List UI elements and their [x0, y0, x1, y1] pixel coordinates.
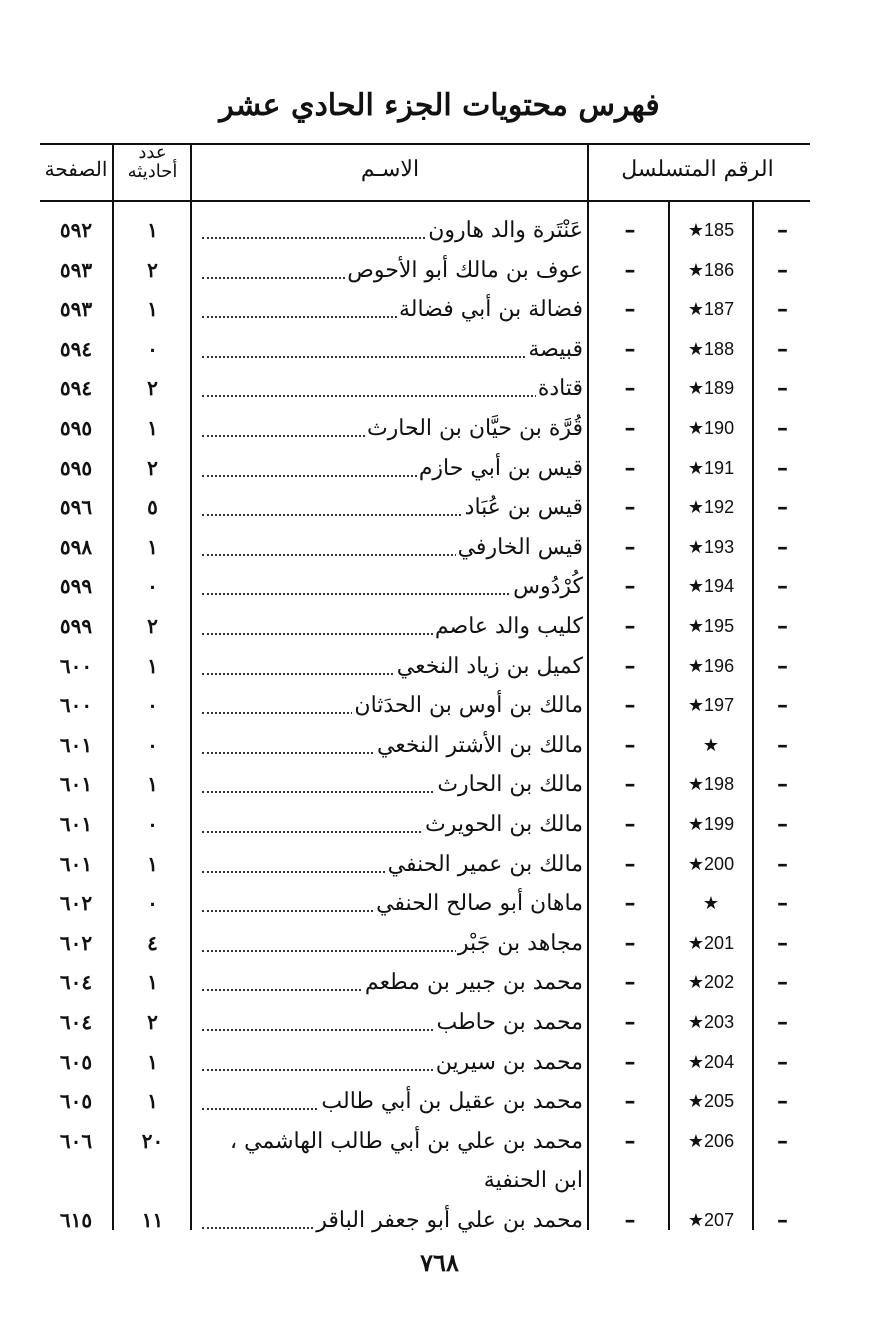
row-serial-number: 185 — [704, 220, 735, 240]
table-row — [0, 963, 879, 1002]
row-name-cell — [200, 1122, 583, 1200]
row-dash: – — [624, 771, 636, 798]
row-dash: – — [624, 1127, 636, 1154]
row-dash: – — [624, 217, 636, 243]
row-hadith-count: ١ — [147, 970, 158, 995]
row-dash: – — [624, 850, 636, 877]
row-page: ٥٩٩ — [59, 574, 93, 599]
table-row — [0, 1043, 879, 1082]
star-icon: ★ — [687, 497, 705, 518]
row-serial — [672, 963, 750, 1002]
row-serial — [672, 1043, 750, 1082]
row-serial-number: 207 — [704, 1210, 735, 1230]
table-row — [0, 686, 879, 725]
row-serial — [672, 1201, 750, 1240]
row-serial — [672, 805, 750, 844]
row-name: كليب والد عاصم — [434, 614, 583, 639]
row-hadith-count: ١ — [147, 653, 158, 678]
row-dash: – — [624, 652, 636, 679]
row-name: مالك بن عمير الحنفي — [387, 851, 583, 877]
row-page: ٥٩٤ — [59, 376, 93, 401]
row-name-cell — [200, 845, 583, 884]
star-icon: ★ — [687, 457, 705, 478]
header-name: الاسـم — [360, 157, 420, 182]
row-name: قيس بن عُبَاد — [464, 495, 583, 521]
row-serial-number: 194 — [704, 576, 735, 597]
row-serial-number: 196 — [704, 655, 735, 676]
row-name-cell — [200, 805, 583, 844]
row-hadith-count: ٠ — [147, 693, 158, 718]
table-row — [0, 765, 879, 804]
row-dash: – — [624, 533, 636, 560]
row-dash-outer: – — [777, 533, 788, 560]
leader-dots — [202, 356, 573, 358]
row-dash: – — [624, 969, 636, 996]
star-icon: ★ — [687, 1012, 705, 1032]
row-page: ٦٠٢ — [59, 891, 93, 916]
row-dash: – — [624, 1048, 636, 1075]
row-serial — [672, 330, 750, 369]
row-page: ٥٩٨ — [59, 534, 93, 559]
star-icon: ★ — [687, 616, 705, 636]
row-name: مالك بن أوس بن الحدَثان — [354, 693, 583, 719]
row-serial — [672, 607, 750, 646]
row-dash: – — [624, 1207, 636, 1233]
row-dash-outer: – — [777, 454, 788, 481]
row-dash-outer: – — [777, 494, 788, 521]
row-serial — [672, 686, 750, 725]
row-page: ٥٩٢ — [59, 218, 93, 242]
table-row — [0, 607, 879, 646]
row-dash-outer: – — [777, 692, 788, 719]
table-row — [0, 449, 879, 488]
row-serial — [672, 567, 750, 606]
row-name: قتادة — [537, 376, 583, 402]
row-hadith-count: ١ — [147, 218, 158, 242]
row-dash-outer: – — [777, 375, 788, 402]
star-icon: ★ — [687, 814, 705, 834]
row-serial — [672, 924, 750, 963]
row-dash-outer: – — [777, 613, 788, 639]
table-row — [0, 1003, 879, 1042]
row-serial-number: 197 — [704, 695, 735, 716]
row-serial-number: 188 — [704, 338, 735, 359]
star-icon: ★ — [687, 695, 705, 716]
row-hadith-count: ٠ — [147, 336, 158, 361]
row-name-cell — [200, 607, 583, 646]
table-row — [0, 726, 879, 765]
row-serial-number: 202 — [704, 972, 735, 993]
row-name-cell — [200, 409, 583, 448]
row-name: ماهان أبو صالح الحنفي — [376, 891, 583, 917]
leader-dots — [202, 395, 573, 397]
row-serial-number: 206 — [704, 1130, 735, 1151]
star-icon: ★ — [687, 536, 705, 557]
row-dash-outer: – — [777, 731, 788, 758]
row-serial-number: 192 — [704, 497, 735, 518]
row-name: محمد بن علي بن أبي طالب الهاشمي ، ابن الحنفية — [200, 1122, 583, 1200]
table-row — [0, 251, 879, 290]
row-name: محمد بن عقيل بن أبي طالب — [321, 1089, 583, 1115]
row-dash: – — [624, 613, 636, 639]
star-icon: ★ — [702, 734, 720, 755]
row-name: محمد بن جبير بن مطعم — [364, 970, 583, 996]
row-serial-number: 201 — [704, 932, 735, 953]
table-row — [0, 330, 879, 369]
row-dash-outer: – — [777, 969, 788, 996]
row-name: قيس الخارفي — [457, 534, 583, 560]
star-icon: ★ — [687, 220, 705, 240]
row-dash-outer: – — [777, 850, 788, 877]
row-serial — [672, 211, 750, 250]
row-hadith-count: ١ — [147, 416, 158, 440]
table-row — [0, 488, 879, 527]
header-count-line1: عدد — [138, 142, 167, 163]
row-dash: – — [624, 731, 636, 758]
header-hadith-count — [115, 143, 190, 181]
row-serial-number: 191 — [704, 457, 735, 478]
row-page: ٦٠٢ — [59, 930, 93, 955]
header-page: الصفحة — [44, 157, 108, 181]
row-name-cell — [200, 686, 583, 725]
row-dash: – — [624, 454, 636, 481]
table-row — [0, 567, 879, 606]
row-serial-number: 190 — [704, 418, 735, 438]
row-name-cell — [200, 330, 583, 369]
row-page: ٦٠٠ — [59, 693, 93, 718]
row-dash: – — [624, 296, 636, 323]
row-dash: – — [624, 573, 636, 600]
row-dash-outer: – — [777, 1207, 788, 1233]
row-hadith-count: ١ — [147, 772, 158, 797]
row-name-cell — [200, 290, 583, 329]
row-serial-number: 189 — [704, 378, 735, 399]
star-icon: ★ — [687, 576, 705, 597]
row-dash-outer: – — [777, 1088, 788, 1115]
star-icon: ★ — [687, 1130, 705, 1151]
row-page: ٦٠٠ — [59, 653, 93, 678]
row-hadith-count: ١١ — [141, 1208, 164, 1232]
row-name: قُرَّة بن حيَّان بن الحارث — [366, 416, 583, 441]
star-icon: ★ — [687, 972, 705, 993]
row-page: ٦٠٥ — [59, 1049, 93, 1074]
header-count-line2: أحاديثه — [127, 161, 178, 182]
row-name-cell — [200, 963, 583, 1002]
row-hadith-count: ٢٠ — [141, 1128, 164, 1153]
row-page: ٦٠٤ — [59, 1010, 93, 1034]
star-icon: ★ — [687, 338, 705, 359]
row-name: محمد بن علي أبو جعفر الباقر — [316, 1208, 583, 1233]
row-serial-number: 193 — [704, 536, 735, 557]
table-row — [0, 884, 879, 923]
star-icon: ★ — [702, 893, 720, 914]
row-dash-outer: – — [777, 217, 788, 243]
row-serial — [672, 1003, 750, 1042]
row-name-cell — [200, 726, 583, 765]
row-name-cell — [200, 765, 583, 804]
row-name: مجاهد بن جَبْر — [457, 930, 583, 956]
header-serial: الرقم المتسلسل — [621, 157, 774, 182]
star-icon: ★ — [687, 299, 705, 320]
row-page: ٥٩٣ — [59, 257, 93, 282]
table-row — [0, 845, 879, 884]
star-icon: ★ — [687, 378, 705, 399]
row-name: قيس بن أبي حازم — [418, 455, 583, 481]
row-serial-number: 203 — [704, 1012, 735, 1032]
row-page: ٦٠١ — [59, 851, 93, 876]
row-name: كُرْدُوس — [513, 574, 583, 600]
row-name: مالك بن الأشتر النخعي — [376, 732, 583, 758]
header-bottom-rule — [40, 200, 810, 202]
row-hadith-count: ٢ — [147, 614, 158, 638]
row-hadith-count: ٥ — [147, 495, 158, 520]
star-icon: ★ — [687, 1091, 705, 1112]
row-serial — [672, 1122, 750, 1161]
row-name: مالك بن الحارث — [437, 772, 583, 798]
star-icon: ★ — [687, 655, 705, 676]
row-serial-number: 186 — [704, 259, 735, 280]
row-name-cell — [200, 884, 583, 923]
row-name-cell — [200, 488, 583, 527]
row-name-cell — [200, 528, 583, 567]
row-serial-number: 205 — [704, 1091, 735, 1112]
row-hadith-count: ٠ — [147, 574, 158, 599]
row-serial — [672, 251, 750, 290]
row-name: كميل بن زياد النخعي — [396, 653, 583, 679]
row-dash-outer: – — [777, 771, 788, 798]
row-dash: – — [624, 929, 636, 956]
star-icon: ★ — [687, 853, 705, 874]
row-name-cell — [200, 1003, 583, 1042]
row-name: محمد بن سيرين — [435, 1049, 583, 1075]
star-icon: ★ — [687, 932, 705, 953]
row-dash: – — [624, 415, 636, 441]
row-dash-outer: – — [777, 1127, 788, 1154]
row-dash-outer: – — [777, 1009, 788, 1035]
row-name-cell — [200, 1082, 583, 1121]
row-hadith-count: ٢ — [147, 376, 158, 401]
row-dash: – — [624, 811, 636, 837]
row-page: ٦٠٦ — [59, 1128, 93, 1153]
row-serial-number: 204 — [704, 1051, 735, 1072]
row-page: ٥٩٣ — [59, 297, 93, 322]
row-hadith-count: ١ — [147, 1049, 158, 1074]
row-hadith-count: ١ — [147, 851, 158, 876]
page-number: ٧٦٨ — [420, 1248, 459, 1277]
row-hadith-count: ٠ — [147, 732, 158, 757]
table-row — [0, 369, 879, 408]
row-page: ٦١٥ — [59, 1208, 93, 1232]
row-hadith-count: ٠ — [147, 812, 158, 836]
row-page: ٦٠٤ — [59, 970, 93, 995]
row-hadith-count: ٢ — [147, 1010, 158, 1034]
row-serial — [672, 884, 750, 923]
row-page: ٥٩٩ — [59, 614, 93, 638]
row-serial-number: 187 — [704, 299, 735, 320]
row-dash: – — [624, 1088, 636, 1115]
row-hadith-count: ٠ — [147, 891, 158, 916]
row-name-cell — [200, 211, 583, 250]
row-name: مالك بن الحويرث — [425, 812, 583, 837]
row-dash: – — [624, 890, 636, 917]
row-dash: – — [624, 1009, 636, 1035]
row-serial-number: 198 — [704, 774, 735, 795]
row-name-cell — [200, 647, 583, 686]
row-name-cell — [200, 369, 583, 408]
row-serial — [672, 1082, 750, 1121]
row-dash-outer: – — [777, 415, 788, 441]
row-name-cell — [200, 1201, 583, 1240]
row-name-cell — [200, 924, 583, 963]
table-row — [0, 409, 879, 448]
row-serial — [672, 726, 750, 765]
table-row — [0, 528, 879, 567]
star-icon: ★ — [687, 259, 705, 280]
table-row — [0, 1082, 879, 1121]
row-page: ٥٩٦ — [59, 495, 93, 520]
star-icon: ★ — [687, 774, 705, 795]
row-name: محمد بن حاطب — [436, 1010, 583, 1035]
row-dash-outer: – — [777, 1048, 788, 1075]
row-page: ٥٩٥ — [59, 455, 93, 480]
table-row — [0, 924, 879, 963]
table-row — [0, 805, 879, 844]
row-dash: – — [624, 692, 636, 719]
row-page: ٥٩٤ — [59, 336, 93, 361]
row-name-cell — [200, 449, 583, 488]
row-serial-number: 199 — [704, 814, 735, 834]
row-serial — [672, 449, 750, 488]
row-page: ٦٠١ — [59, 732, 93, 757]
row-dash: – — [624, 494, 636, 521]
row-serial — [672, 528, 750, 567]
row-serial — [672, 765, 750, 804]
row-serial — [672, 369, 750, 408]
row-page: ٥٩٥ — [59, 416, 93, 440]
row-dash-outer: – — [777, 296, 788, 323]
row-page: ٦٠٥ — [59, 1089, 93, 1114]
row-hadith-count: ٢ — [147, 455, 158, 480]
row-dash: – — [624, 335, 636, 362]
row-hadith-count: ٢ — [147, 257, 158, 282]
row-dash-outer: – — [777, 929, 788, 956]
row-serial — [672, 647, 750, 686]
row-page: ٦٠١ — [59, 812, 93, 836]
star-icon: ★ — [687, 418, 705, 438]
row-dash: – — [624, 375, 636, 402]
row-dash-outer: – — [777, 573, 788, 600]
row-hadith-count: ٤ — [147, 930, 158, 955]
row-page: ٦٠١ — [59, 772, 93, 797]
row-serial — [672, 290, 750, 329]
row-name: عَنْتَرة والد هارون — [428, 218, 583, 243]
table-row — [0, 1201, 879, 1240]
row-dash-outer: – — [777, 890, 788, 917]
table-row — [0, 647, 879, 686]
star-icon: ★ — [687, 1051, 705, 1072]
row-hadith-count: ١ — [147, 534, 158, 559]
row-name: فضالة بن أبي فضالة — [398, 297, 583, 323]
row-name-cell — [200, 251, 583, 290]
row-hadith-count: ١ — [147, 1089, 158, 1114]
table-row — [0, 1122, 879, 1200]
row-serial-number: 200 — [704, 853, 735, 874]
row-serial-number: 195 — [704, 616, 735, 636]
row-serial — [672, 409, 750, 448]
row-dash-outer: – — [777, 811, 788, 837]
row-serial — [672, 845, 750, 884]
table-row — [0, 290, 879, 329]
row-name-cell — [200, 567, 583, 606]
row-name: قبيصة — [528, 336, 583, 362]
row-serial — [672, 488, 750, 527]
row-dash: – — [624, 256, 636, 283]
star-icon: ★ — [687, 1210, 705, 1230]
row-hadith-count: ١ — [147, 297, 158, 322]
page-title: فهرس محتويات الجزء الحادي عشر — [219, 88, 660, 123]
row-dash-outer: – — [777, 335, 788, 362]
row-name: عوف بن مالك أبو الأحوص — [347, 257, 583, 283]
row-name-cell — [200, 1043, 583, 1082]
row-dash-outer: – — [777, 652, 788, 679]
row-dash-outer: – — [777, 256, 788, 283]
table-row — [0, 211, 879, 250]
